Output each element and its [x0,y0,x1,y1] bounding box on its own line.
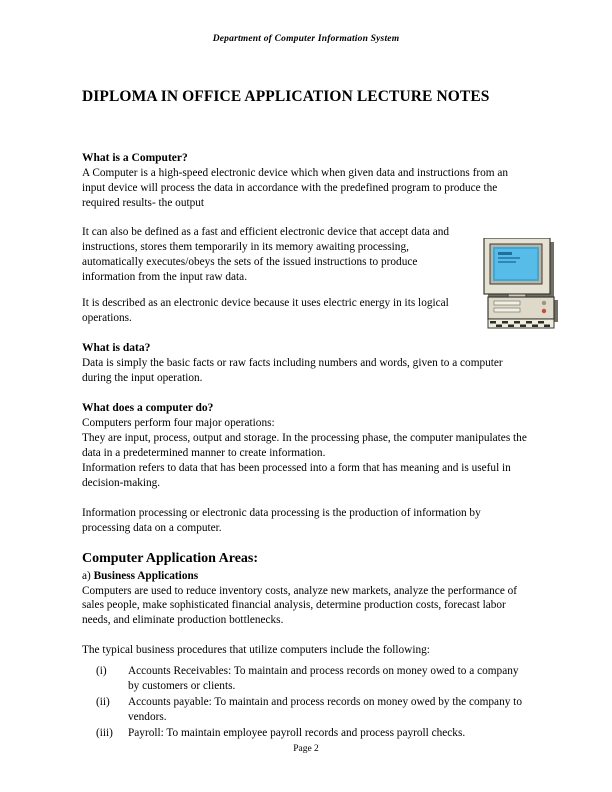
list-item-marker: (ii) [96,695,110,708]
paragraph-computer-definition-3: It is described as an electronic device because it uses electric energy in its logical operations. [82,297,449,325]
section-heading-what-is-data: What is data? [82,341,151,354]
subsection-label: Business Applications [93,569,199,582]
business-procedures-list [82,664,530,741]
list-item [82,695,530,725]
page-title: DIPLOMA IN OFFICE APPLICATION LECTURE NOTES [82,88,490,105]
page-footer: Page 2 [293,744,319,754]
subsection-marker: a) [82,569,91,582]
document-body [82,88,530,742]
paragraph-processing-phase: They are input, process, output and storage. In the processing phase, the computer manipulates the data in a predetermined manner to create information. [82,431,527,459]
list-item-marker: (iii) [96,726,113,739]
paragraph-business-applications: Computers are used to reduce inventory costs, analyze new markets, analyze the performance of sales people, make sophisticated financial analysis, determine production costs, forecast labor needs, and eliminate production bottlenecks. [82,584,518,627]
list-item-text: Accounts Receivables: To maintain and process records on money owed to a company by customers or clients. [128,665,519,693]
list-item [82,726,530,741]
section-heading-what-is-a-computer: What is a Computer? [82,151,188,164]
paragraph-computer-definition-1: A Computer is a high-speed electronic device which when given data and instructions from an input device will process the data in accordance with the predefined program to produce the required results- the output [82,166,509,209]
section-heading-what-does-a-computer-do: What does a computer do? [82,401,214,414]
paragraph-four-operations: Computers perform four major operations: [82,417,275,430]
list-item-text: Accounts payable: To maintain and process records on money owed by the company to vendors. [128,695,522,723]
paragraph-information-definition: Information refers to data that has been processed into a form that has meaning and is useful in decision-making. [82,461,511,489]
section-heading-computer-application-areas: Computer Application Areas: [82,551,259,567]
paragraph-typical-business-procedures: The typical business procedures that utilize computers include the following: [82,644,430,657]
subsection-business-applications [82,569,530,584]
list-item-text: Payroll: To maintain employee payroll records and process payroll checks. [128,726,466,739]
list-item-marker: (i) [96,665,107,678]
page-header: Department of Computer Information System [212,34,400,44]
paragraph-computer-definition-2: It can also be defined as a fast and efficient electronic device that accept data and instructions, stores them temporarily in its memory awaiting processing, automatically executes/obeys the sets of the issued instructions to produce information from the input raw data. [82,226,450,284]
paragraph-information-processing: Information processing or electronic data processing is the production of information by processing data on a computer. [82,506,481,534]
paragraph-data-definition: Data is simply the basic facts or raw facts including numbers and words, given to a computer during the input operation. [82,357,503,384]
list-item [82,664,530,694]
